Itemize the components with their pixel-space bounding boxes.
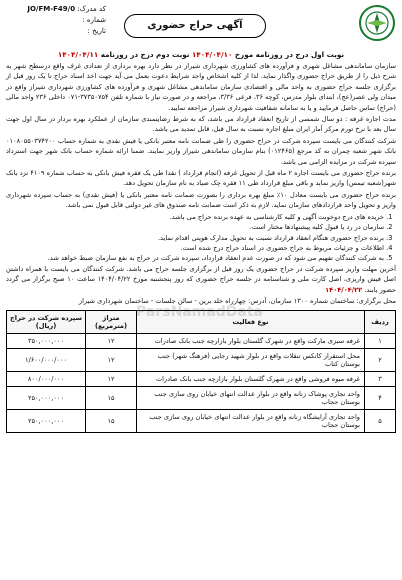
code-row (6, 4, 106, 15)
cell-row-number: ۲ (365, 349, 396, 372)
note-item: 2. سازمان در رد یا قبول کلیه پیشنهادها مختار است. (6, 222, 384, 232)
duration-paragraph: مدت اجاره غرفه : دو سال شمسی از تاریخ انعقاد قرارداد می باشد، که به شرط رضایتمندی سازمان از عملکرد بهره بردار در سال اول جهت سال بعد با نرخ تورم مرکز آمار ایران مبلغ اجاره نسبت به سال قبل، قابل تمدید می باشد. (6, 115, 396, 134)
cell-activity: غرفه سبزی مارکت واقع در شهرک گلستان بلوار بازارچه جنب بانک صادرات (137, 334, 365, 349)
note-item: 3. برنده حراج حضوری هنگام انعقاد قرارداد نسبت به تحویل مدارک هویتی اقدام نماید. (6, 233, 384, 243)
cell-deposit: ۲۵۰,۰۰۰,۰۰۰ (7, 410, 86, 433)
intro-paragraph: سازمان ساماندهی مشاغل شهری و فرآورده های کشاورزی شهرداری شیراز در نظر دارد بهره برداری از تعدادی غرف واقع درسطح شهر به شرح ذیل را از طریق حراج حضوری واگذار نماید. لذا از کلیه اشخاص واجد شرایط دعوت بعمل می آید جهت اخذ اسناد حراج تا یک روز قبل از برگزاری جلسه حراج حضوری به واحد مالی و اقتصادی سازمان ساماندهی مشاغل شهری و فرآورده های کشاورزی شهرداری شیراز واقع در میدان ولی عصر(عج)، ابتدای بلوار مدرس، کوچه ۳۶، فرعی ۳/۳۶، مراجعه و در صورت نیاز با شماره تلفن ۳۷۳۵۰۷۵۴-۰۷۱ داخلی ۲۳۶ واحد مالی (حراج) تماس حاصل فرمایید و یا به سامانه شفافیت شهرداری شیراز مراجعه نمایید. (6, 62, 397, 112)
cell-activity: غرفه میوه فروشی واقع در شهرک گلستان بلوار بازارچه جنب بانک صادرات (137, 372, 365, 387)
closing-paragraph (6, 264, 396, 295)
table-row (7, 387, 396, 410)
cell-row-number: ۱ (365, 334, 396, 349)
notes-list (6, 212, 396, 264)
document-page (6, 4, 396, 572)
page-title: آگهی حراج حضوری (124, 14, 266, 38)
number-label: شماره : (82, 16, 106, 24)
cell-activity: محل استقرار کانکس تنقلات واقع در بلوار شهید رجایی (فرهنگ شهر) جنب بوستان کتاب (137, 349, 365, 372)
cell-activity: واحد تجاری پوشاک زنانه واقع در بلوار عدالت انتهای خیابان روی سازی جنب بوستان حجاب (137, 387, 365, 410)
cell-area: ۱۲ (86, 334, 137, 349)
header (6, 4, 396, 48)
cell-deposit: ۸۰۰/۰۰۰/۰۰۰ (7, 372, 86, 387)
first-date: ۱۴۰۴/۰۴/۱۰ (192, 50, 233, 59)
closing-date: ۱۴۰۴/۰۴/۲۲ (325, 285, 363, 294)
note-item: 1. خریده های درج دوخوبت آگهی و کلیه کارشناسی به عهده برنده حراج می باشد. (6, 212, 384, 222)
watermark: ParsNamadData (136, 304, 263, 320)
cell-area: ۱۲ (86, 349, 137, 372)
second-date: ۱۴۰۴/۰۴/۱۱ (57, 50, 99, 59)
cell-deposit: ۳۵۰,۰۰۰,۰۰۰ (7, 334, 86, 349)
guarantee-paragraph: برنده حراج حضوری می بایست معادل ۱۰٪ مبلغ بهره برداری را بصورت ضمانت نامه معتبر بانکی یا (فیش نقدی) به حساب سپرده شهرداری واریز و تحویل واحد قراردادهای سازمان نماید. لازم به ذکر است ضمانت نامه صندوق های غیر دولتی قابل قبول نمی باشد. (6, 190, 396, 210)
cell-row-number: ۵ (365, 410, 396, 433)
organization-logo (358, 4, 396, 42)
note-item: 4. اطلاعات و جزئیات مربوط به حراج حضوری در اسناد حراج درج شده است. (6, 243, 384, 253)
publication-dates (6, 50, 396, 59)
cell-row-number: ۴ (365, 387, 396, 410)
table-row (7, 410, 396, 433)
booths-table (6, 310, 396, 433)
note-item: 5. به شرکت کنندگان تفهیم می شود که در صورت عدم انعقاد قرارداد، سپرده شرکت در حراج به نفع سازمان ضبط خواهد شد. (6, 253, 384, 263)
col-activity: نوع فعالیت (137, 311, 365, 334)
cell-area: ۱۵ (86, 410, 137, 433)
table-row (7, 372, 396, 387)
code-value: JO/FM-F49/0 (27, 5, 76, 13)
code-label: کد مدرک: (77, 5, 106, 13)
cell-area: ۱۵ (86, 387, 137, 410)
col-deposit: سپرده شرکت در حراج (ریال) (7, 311, 86, 334)
closing-address: محل برگزاری: ساختمان شماره ۱۳۰۰ سازمان، آدرس: چهارراه خلد برین - سالن جلسات - ساختمان شهرداری شیراز (78, 296, 396, 305)
cell-area: ۱۲ (86, 372, 137, 387)
cell-deposit: ۲۵۰,۰۰۰,۰۰۰ (7, 387, 86, 410)
deposit-paragraph: شرکت کنندگان می بایست سپرده شرکت در حراج حضوری را طی ضمانت نامه معتبر بانکی یا فیش نقدی به شماره حساب ۰۱۰۸۰۵۵۰۳۷۴۲۰۰ بانک شهر شعبه چمران به کد مرجع (۰۱۲۴۶۵) بنام سازمان ساماندهی شیراز واریز نمایند. ضمنا ارائه شماره حساب بانک شهر جهت استرداد سپرده شرکت در مزایده الزامی می باشد. (6, 136, 397, 166)
first-date-label: نوبت اول درج در روزنامه مورخ (234, 50, 345, 59)
second-date-label: نوبت دوم درج در روزنامه (100, 50, 190, 59)
date-label: تاریخ : (87, 27, 106, 35)
document-meta (6, 4, 106, 37)
col-row-number: ردیف (365, 311, 396, 334)
col-area: متراژ (مترمربع) (86, 311, 137, 334)
winner-paragraph: برنده حراج حضوری می بایست اجاره ۲ ماه قبل از تحویل غرفه (انجام قرارداد ) نقدا طی یک فقره فیش بانکی به حساب شماره ۴۱۰۹ نزد بانک شهر(شعبه تیمس) واریز نماید و باقی مبلغ قرارداد طی ۱۱ فقره چک صیاد به نام سازمان تحویل دهد. (6, 169, 396, 188)
cell-row-number: ۳ (365, 372, 396, 387)
cell-deposit: ۱/۶۰۰/۰۰۰/۰۰۰ (7, 349, 86, 372)
closing-text: آخرین مهلت واریز سپرده شرکت در حراج حضوری یک روز قبل از برگزاری جلسه حراج می باشد. شرکت کنندگان می بایست با همراه داشتن اصل فیش واریزی، اصل کارت ملی و شناسنامه در جلسه حراج حضوری که روز پنجشنبه مورخ ۱۴۰۴/۰۴/۲۲ ساعت ۱۰ صبح برگزار می گردد حضور یابند. (6, 264, 396, 294)
table-row (7, 334, 396, 349)
cell-activity: واحد تجاری آرایشگاه زنانه واقع در بلوار عدالت انتهای خیابان روی سازی جنب بوستان حجاب (137, 410, 365, 433)
table-row (7, 349, 396, 372)
